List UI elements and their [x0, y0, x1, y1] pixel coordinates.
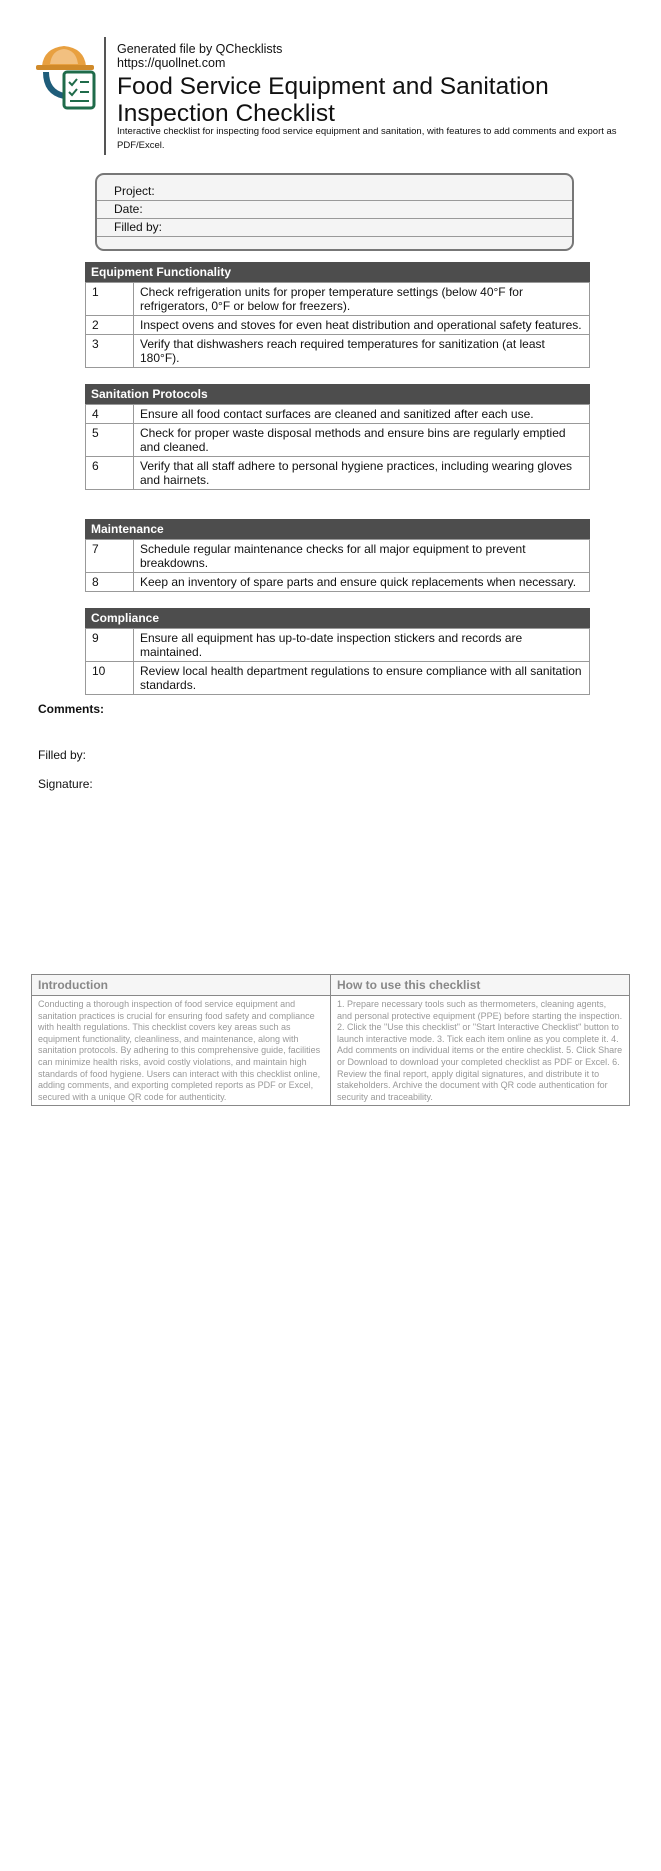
checklist-table	[85, 628, 590, 695]
section-maintenance	[85, 519, 590, 592]
item-text: Check refrigeration units for proper temperature settings (below 40°F for refrigerators, 0°F or below for freezers).	[134, 283, 590, 316]
item-text: Review local health department regulations to ensure compliance with all sanitation standards.	[134, 662, 590, 695]
how-to-text: 1. Prepare necessary tools such as thermometers, cleaning agents, and personal protective equipment (PPE) before starting the inspection. 2. Click the "Use this checklist" or "Start Interactive Checklist" button to launch interactive mode. 3. Tick each item online as you complete it. 4. Add comments on individual items or the entire checklist. 5. Click Share or Download to download your completed checklist as PDF or Excel. 6. Review the final report, apply digital signatures, and distribute it to stakeholders. Archive the document with QR code authentication for security and traceability.	[337, 999, 623, 1102]
item-text: Check for proper waste disposal methods and ensure bins are regularly emptied and cleaned.	[134, 424, 590, 457]
section-heading: Maintenance	[85, 519, 590, 539]
item-text: Ensure all food contact surfaces are cleaned and sanitized after each use.	[134, 405, 590, 424]
item-text: Verify that dishwashers reach required temperatures for sanitization (at least 180°F).	[134, 335, 590, 368]
filled-by-label: Filled by:	[38, 748, 87, 762]
item-number: 9	[86, 629, 134, 662]
checklist-table	[85, 539, 590, 592]
item-number: 10	[86, 662, 134, 695]
table-row[interactable]	[86, 316, 590, 335]
table-row[interactable]	[86, 573, 590, 592]
table-row[interactable]	[86, 405, 590, 424]
page-description: Interactive checklist for inspecting food service equipment and sanitation, with features to add comments and export as PDF/Excel.	[117, 126, 617, 151]
table-row[interactable]	[86, 283, 590, 316]
filled-by-field: Filled by:	[97, 219, 572, 237]
qchecklists-logo-icon	[34, 40, 102, 114]
project-field: Project:	[97, 183, 572, 201]
signature-label: Signature:	[38, 777, 93, 791]
item-number: 6	[86, 457, 134, 490]
generated-by-text: Generated file by QChecklists	[117, 42, 283, 56]
section-heading: Compliance	[85, 608, 590, 628]
table-row[interactable]	[86, 457, 590, 490]
table-row[interactable]	[86, 662, 590, 695]
item-number: 4	[86, 405, 134, 424]
table-row[interactable]	[86, 540, 590, 573]
section-compliance	[85, 608, 590, 695]
item-number: 8	[86, 573, 134, 592]
item-text: Verify that all staff adhere to personal hygiene practices, including wearing gloves and hairnets.	[134, 457, 590, 490]
item-text: Inspect ovens and stoves for even heat distribution and operational safety features.	[134, 316, 590, 335]
section-equipment-functionality	[85, 262, 590, 368]
checklist-table	[85, 282, 590, 368]
item-text: Schedule regular maintenance checks for all major equipment to prevent breakdowns.	[134, 540, 590, 573]
table-row[interactable]	[86, 424, 590, 457]
source-url-link[interactable]: https://quollnet.com	[117, 56, 226, 70]
header-divider	[104, 37, 106, 155]
comments-label: Comments:	[38, 702, 105, 716]
introduction-text: Conducting a thorough inspection of food service equipment and sanitation practices is crucial for ensuring food safety and compliance with health regulations. This checklist covers key areas such as equipment functionality, cleanliness, and maintenance, along with sanitation protocols. By adhering to this comprehensive guide, facilities can minimize health risks, avoid costly violations, and maintain high standards of food hygiene. Users can interact with this checklist online, adding comments, and exporting completed reports as PDF or Excel, secured with a unique QR code for authenticity.	[32, 996, 331, 1105]
intro-table	[31, 974, 630, 1106]
item-number: 1	[86, 283, 134, 316]
item-number: 3	[86, 335, 134, 368]
section-heading: Sanitation Protocols	[85, 384, 590, 404]
table-row[interactable]	[86, 629, 590, 662]
checklist-table	[85, 404, 590, 490]
item-text: Ensure all equipment has up-to-date inspection stickers and records are maintained.	[134, 629, 590, 662]
section-heading: Equipment Functionality	[85, 262, 590, 282]
item-number: 7	[86, 540, 134, 573]
section-sanitation-protocols	[85, 384, 590, 490]
introduction-heading: Introduction	[32, 975, 331, 995]
item-text: Keep an inventory of spare parts and ensure quick replacements when necessary.	[134, 573, 590, 592]
page-title: Food Service Equipment and Sanitation Inspection Checklist	[117, 73, 549, 127]
project-info-box	[95, 173, 574, 251]
how-to-heading: How to use this checklist	[337, 978, 481, 992]
date-field: Date:	[97, 201, 572, 219]
table-row[interactable]	[86, 335, 590, 368]
item-number: 2	[86, 316, 134, 335]
item-number: 5	[86, 424, 134, 457]
